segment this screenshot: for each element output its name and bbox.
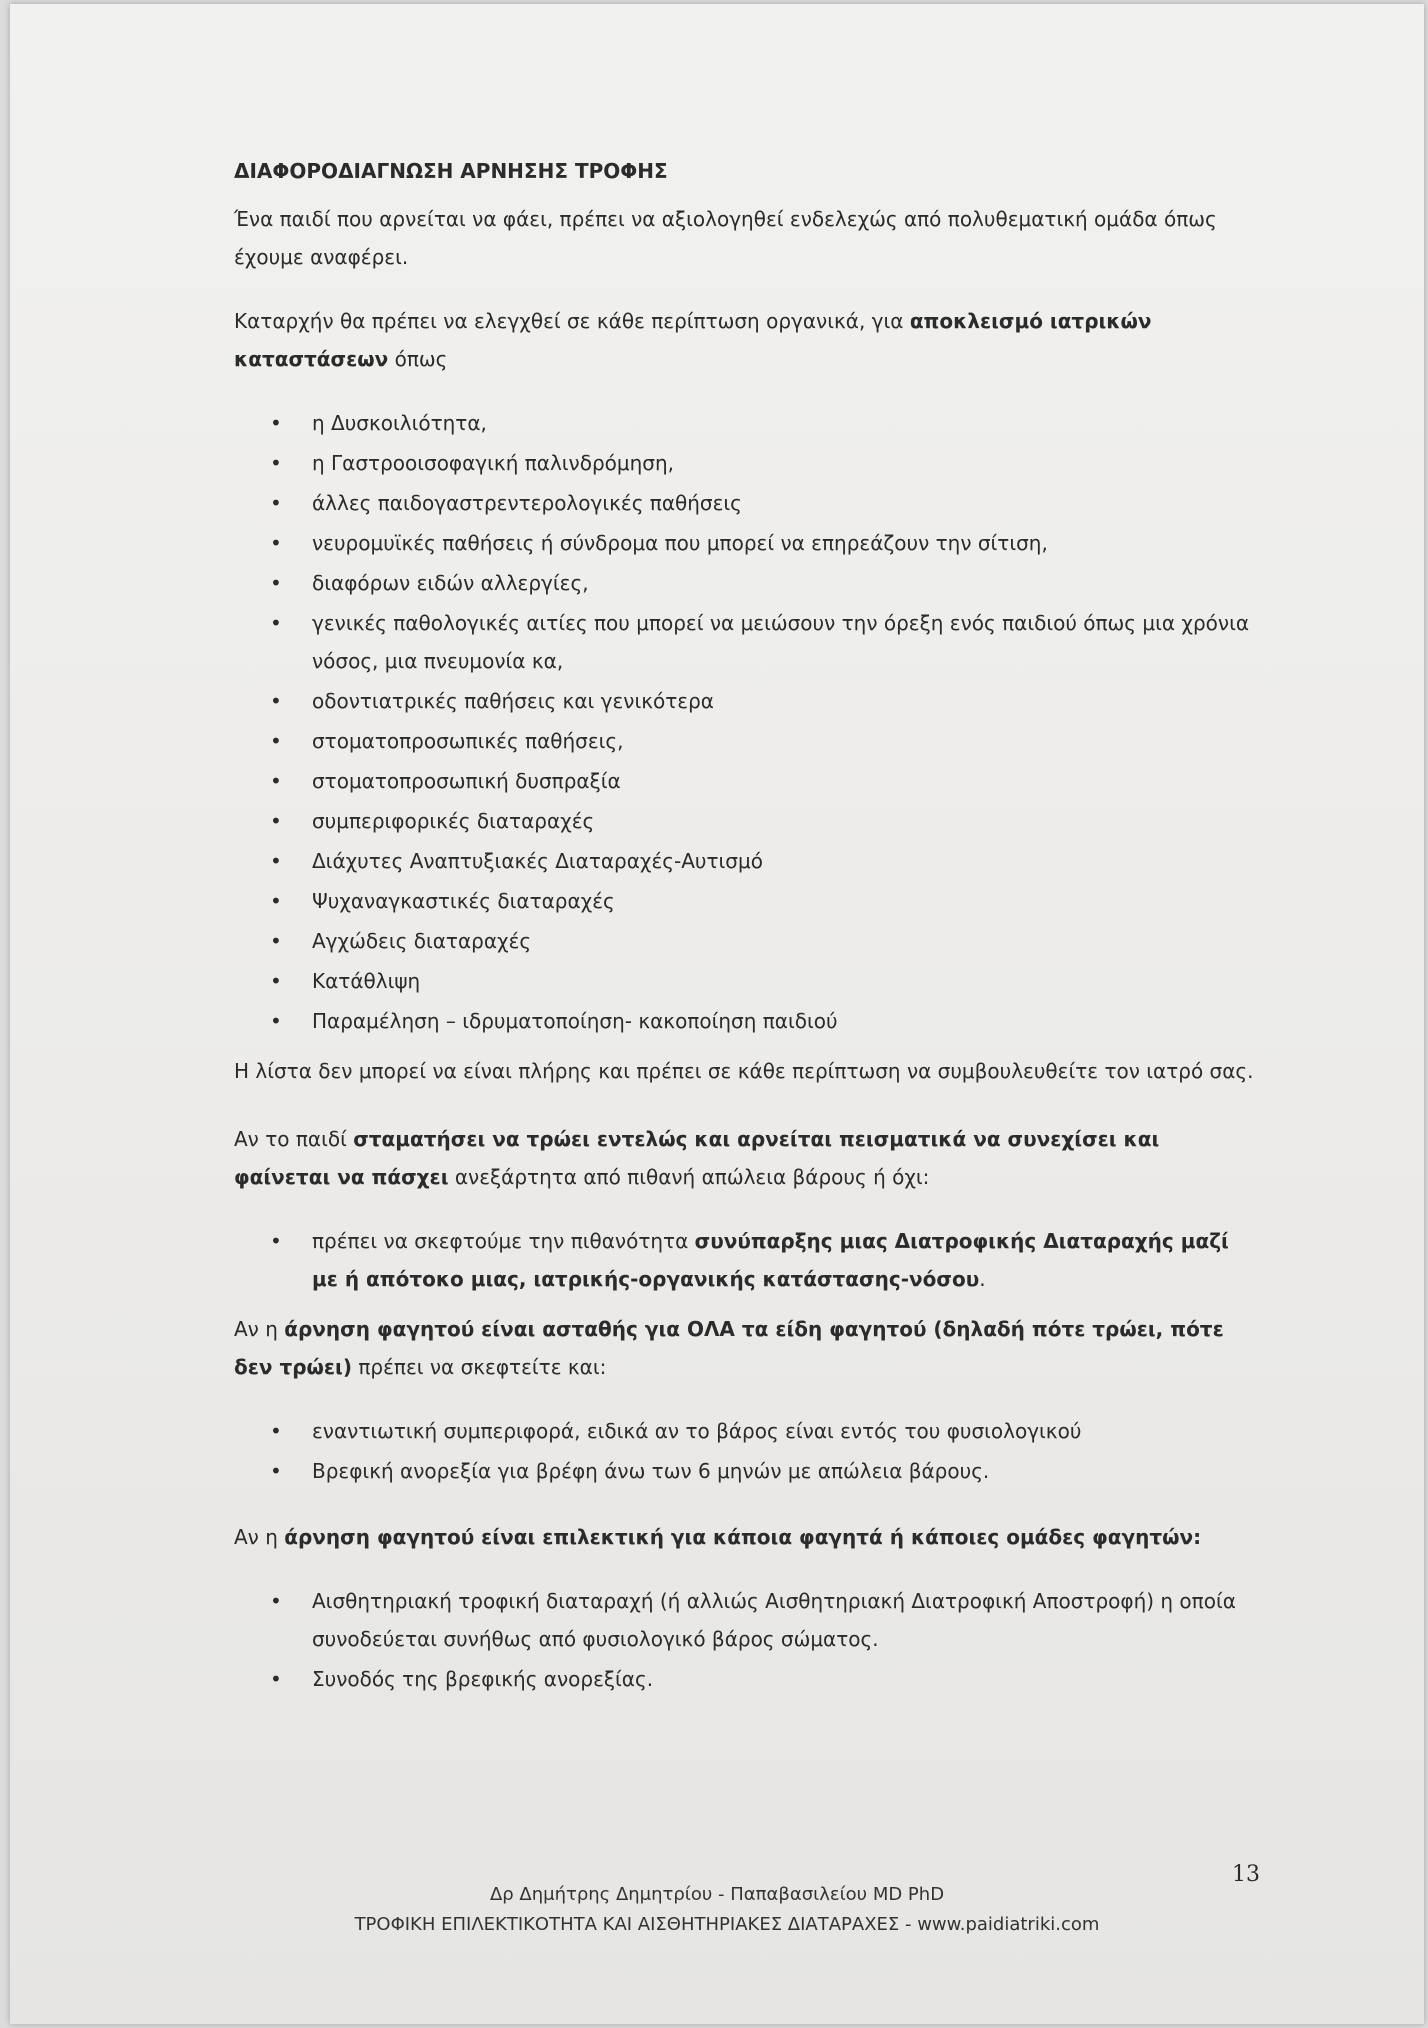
list-item: • νευρομυϊκές παθήσεις ή σύνδρομα που μπορεί να επηρεάζουν την σίτιση, [312,524,1254,562]
organic-check-text: Καταρχήν θα πρέπει να ελεγχθεί σε κάθε περίπτωση οργανικά, για [234,309,910,333]
unstable-refusal-text: Αν η [234,1317,285,1341]
list-disclaimer-paragraph: Η λίστα δεν μπορεί να είναι πλήρης και πρέπει σε κάθε περίπτωση να συμβουλευθείτε τον ιατρό σας. [234,1059,1254,1083]
document-page [10,4,1424,2024]
page-content [234,152,1254,1700]
unstable-refusal-tail: πρέπει να σκεφτείτε και: [352,1355,607,1379]
list-item: • διαφόρων ειδών αλλεργίες, [312,564,1254,602]
eating-disorder-emphasis: συνύπαρξης μιας Διατροφικής Διαταραχής μαζί με ή απότοκο μιας, ιατρικής-οργανικής κατάστασης-νόσου [312,1229,1229,1291]
footer-book-title: ΤΡΟΦΙΚΗ ΕΠΙΛΕΚΤΙΚΟΤΗΤΑ ΚΑΙ ΑΙΣΘΗΤΗΡΙΑΚΕΣ ΔΙΑΤΑΡΑΧΕΣ - www.paidiatriki.com [354,1914,1100,1935]
footer-author: Δρ Δημήτρης Δημητρίου - Παπαβασιλείου MD PhD [489,1884,945,1905]
eating-disorder-tail: . [979,1267,986,1291]
section-heading: ΔΙΑΦΟΡΟΔΙΑΓΝΩΣΗ ΑΡΝΗΣΗΣ ΤΡΟΦΗΣ [234,159,668,183]
list-item: • η Δυσκοιλιότητα, [312,404,1254,442]
medical-conditions-list [234,404,1254,1040]
list-item: • Βρεφική ανορεξία για βρέφη άνω των 6 μηνών με απώλεια βάρους. [312,1452,1254,1490]
intro-paragraph: Ένα παιδί που αρνείται να φάει, πρέπει να αξιολογηθεί ενδελεχώς από πολυθεματική ομάδα όπως έχουμε αναφέρει. [234,207,1217,269]
list-item: • στοματοπροσωπική δυσπραξία [312,762,1254,800]
selective-refusal-emphasis: άρνηση φαγητού είναι επιλεκτική για κάποια φαγητά ή κάποιες ομάδες φαγητών: [284,1525,1202,1549]
list-item: • Παραμέληση – ιδρυματοποίηση- κακοποίηση παιδιού [312,1002,1254,1040]
selective-refusal-text: Αν η [234,1525,285,1549]
page-footer [10,1880,1424,1940]
list-item: • άλλες παιδογαστρεντερολογικές παθήσεις [312,484,1254,522]
selective-refusal-paragraph [234,1518,1254,1556]
list-item: • οδοντιατρικές παθήσεις και γενικότερα [312,682,1254,720]
organic-check-emphasis: αποκλεισμό ιατρικών καταστάσεων [234,309,1152,371]
list-item [312,1222,1254,1298]
list-item: • Αγχώδεις διαταραχές [312,922,1254,960]
list-item: • η Γαστροοισοφαγική παλινδρόμηση, [312,444,1254,482]
list-item: • γενικές παθολογικές αιτίες που μπορεί να μειώσουν την όρεξη ενός παιδιού όπως μια χρόνια νόσος, μια πνευμονία κα, [312,604,1254,680]
stop-eating-paragraph [234,1120,1254,1196]
stop-eating-emphasis: σταματήσει να τρώει εντελώς και αρνείται πεισματικά να συνεχίσει και φαίνεται να πάσχει [234,1127,1160,1189]
organic-check-paragraph [234,302,1254,378]
list-item: • Αισθητηριακή τροφική διαταραχή (ή αλλιώς Αισθητηριακή Διατροφική Αποστροφή) η οποία συνοδεύεται συνήθως από φυσιολογικό βάρος σώματος. [312,1582,1254,1658]
list-item: • εναντιωτική συμπεριφορά, ειδικά αν το βάρος είναι εντός του φυσιολογικού [312,1412,1254,1450]
stop-eating-tail: ανεξάρτητα από πιθανή απώλεια βάρους ή όχι: [448,1165,930,1189]
page-number: 13 [1232,1862,1260,1887]
stop-eating-text: Αν το παιδί [234,1127,354,1151]
list-item: • στοματοπροσωπικές παθήσεις, [312,722,1254,760]
selective-refusal-list [234,1582,1254,1698]
list-item: • Συνοδός της βρεφικής ανορεξίας. [312,1660,1254,1698]
list-item: • Ψυχαναγκαστικές διαταραχές [312,882,1254,920]
unstable-refusal-paragraph [234,1310,1254,1386]
unstable-refusal-list [234,1412,1254,1490]
organic-check-tail: όπως [388,347,448,371]
eating-disorder-text: πρέπει να σκεφτούμε την πιθανότητα [312,1229,695,1253]
unstable-refusal-emphasis: άρνηση φαγητού είναι ασταθής για ΟΛΑ τα είδη φαγητού (δηλαδή πότε τρώει, πότε δεν τρώει) [234,1317,1224,1379]
list-item: • Διάχυτες Αναπτυξιακές Διαταραχές-Αυτισμό [312,842,1254,880]
eating-disorder-list [234,1222,1254,1298]
list-item: • Κατάθλιψη [312,962,1254,1000]
list-item: • συμπεριφορικές διαταραχές [312,802,1254,840]
